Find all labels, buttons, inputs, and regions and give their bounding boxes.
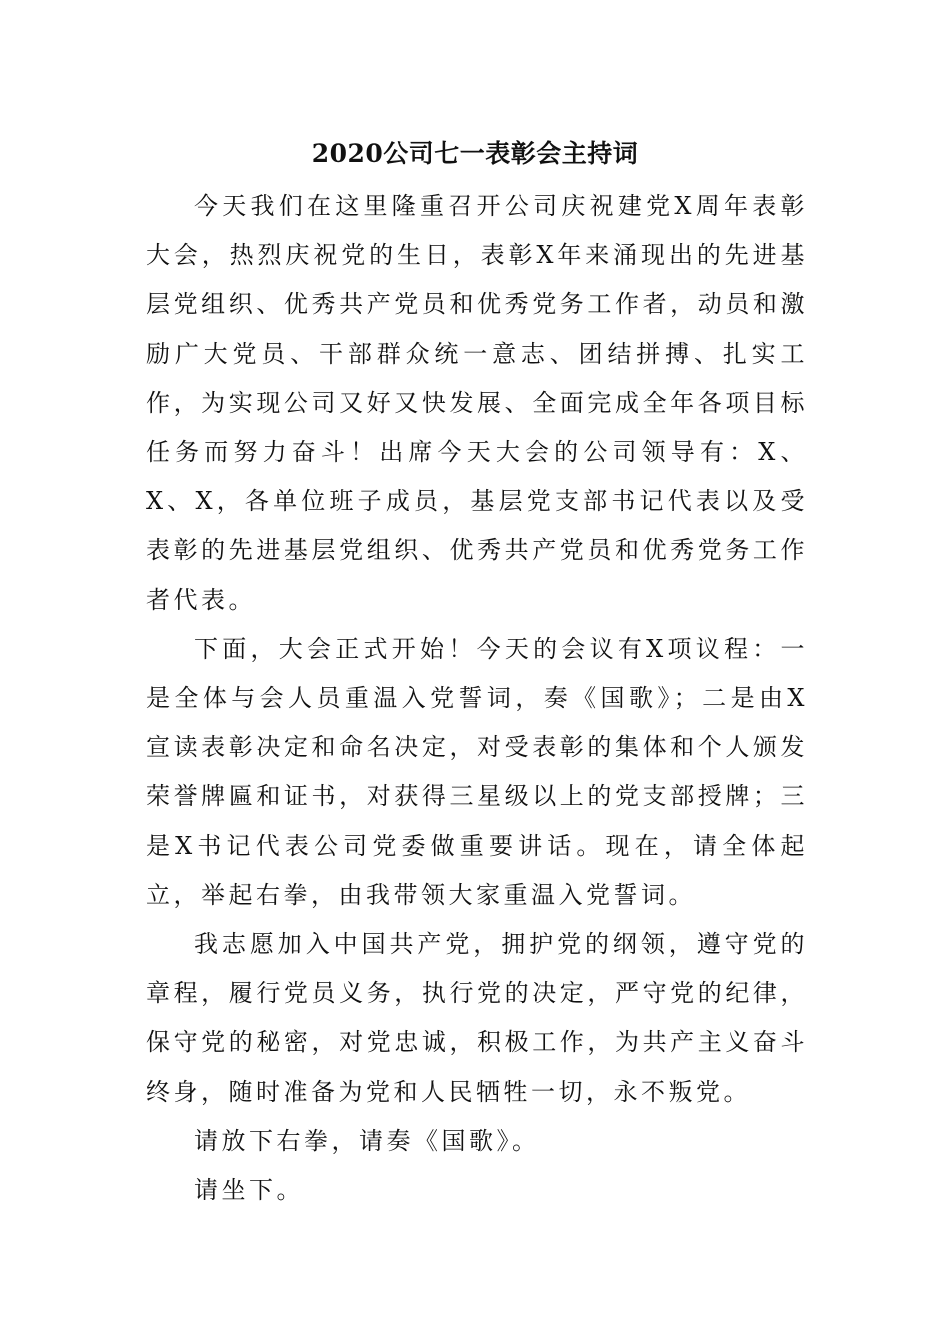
paragraph-anthem: 请放下右拳，请奏《国歌》。 bbox=[194, 1126, 540, 1155]
paragraph-agenda: 下面，大会正式开始！今天的会议有X项议程：一是全体与会人员重温入党誓词，奏《国歌》；二是由X宣读表彰决定和命名决定，对受表彰的集体和个人颁发荣誉牌匾和证书，对获得三星级以上的党支部授牌；三是X书记代表公司党委做重要讲话。现在，请全体起立，举起右拳，由我带领大家重温入党誓词。 bbox=[146, 634, 808, 909]
paragraph-oath: 我志愿加入中国共产党，拥护党的纲领，遵守党的章程，履行党员义务，执行党的决定，严守党的纪律，保守党的秘密，对党忠诚，积极工作，为共产主义奋斗终身，随时准备为党和人民牺牲一切，永不叛党。 bbox=[146, 930, 808, 1106]
paragraph-sit-down: 请坐下。 bbox=[194, 1176, 304, 1205]
paragraph-opening: 今天我们在这里隆重召开公司庆祝建党X周年表彰大会，热烈庆祝党的生日，表彰X年来涌现出的先进基层党组织、优秀共产党员和优秀党务工作者，动员和激励广大党员、干部群众统一意志、团结拼搏、扎实工作，为实现公司又好又快发展、全面完成全年各项目标任务而努力奋斗！出席今天大会的公司领导有：X、X、X，各单位班子成员，基层党支部书记代表以及受表彰的先进基层党组织、优秀共产党员和优秀党务工作者代表。 bbox=[146, 192, 808, 614]
document-title: 2020公司七一表彰会主持词 bbox=[311, 139, 639, 168]
document-body bbox=[146, 182, 808, 1215]
